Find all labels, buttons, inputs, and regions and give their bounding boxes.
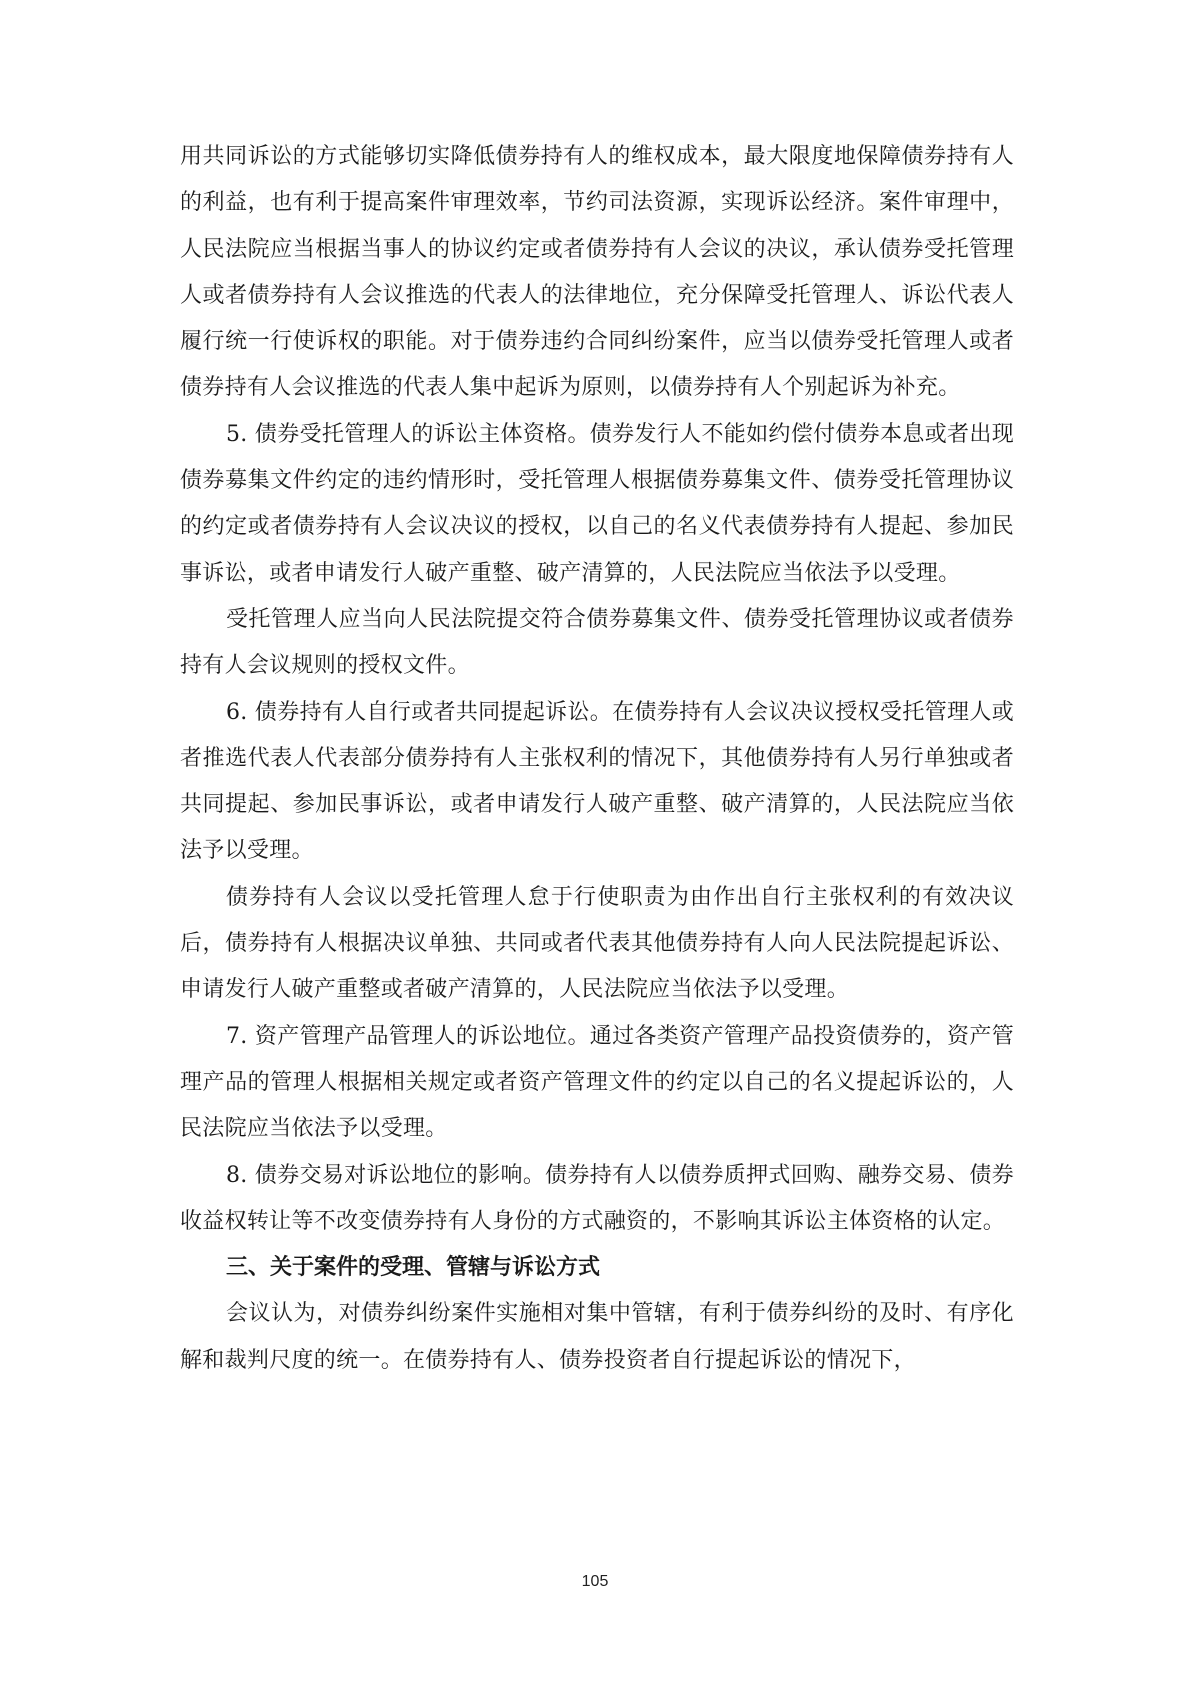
section-heading: 三、关于案件的受理、管辖与诉讼方式 <box>226 1255 601 1281</box>
paragraph-item-6-supplement: 债券持有人会议以受托管理人怠于行使职责为由作出自行主张权利的有效决议后，债券持有人根据决议单独、共同或者代表其他债券持有人向人民法院提起诉讼、申请发行人破产重整或者破产清算的，人民法院应当依法予以受理。 <box>180 884 1014 1003</box>
paragraph-item-5: 5. 债券受托管理人的诉讼主体资格。债券发行人不能如约偿付债券本息或者出现债券募集文件约定的违约情形时，受托管理人根据债券募集文件、债券受托管理协议的约定或者债券持有人会议决议的授权，以自己的名义代表债券持有人提起、参加民事诉讼，或者申请发行人破产重整、破产清算的，人民法院应当依法予以受理。 <box>180 421 1014 586</box>
paragraph-item-5-supplement: 受托管理人应当向人民法院提交符合债券募集文件、债券受托管理协议或者债券持有人会议规则的授权文件。 <box>180 606 1014 679</box>
page-number: 105 <box>581 1573 609 1590</box>
body-text <box>180 134 1014 1384</box>
paragraph-continuation: 用共同诉讼的方式能够切实降低债券持有人的维权成本，最大限度地保障债券持有人的利益，也有利于提高案件审理效率，节约司法资源，实现诉讼经济。案件审理中，人民法院应当根据当事人的协议约定或者债券持有人会议的决议，承认债券受托管理人或者债券持有人会议推选的代表人的法律地位，充分保障受托管理人、诉讼代表人履行统一行使诉权的职能。对于债券违约合同纠纷案件，应当以债券受托管理人或者债券持有人会议推选的代表人集中起诉为原则，以债券持有人个别起诉为补充。 <box>180 144 1014 401</box>
paragraph-item-7: 7. 资产管理产品管理人的诉讼地位。通过各类资产管理产品投资债券的，资产管理产品的管理人根据相关规定或者资产管理文件的约定以自己的名义提起诉讼的，人民法院应当依法予以受理。 <box>180 1023 1014 1142</box>
paragraph-item-8: 8. 债券交易对诉讼地位的影响。债券持有人以债券质押式回购、融券交易、债券收益权转让等不改变债券持有人身份的方式融资的，不影响其诉讼主体资格的认定。 <box>180 1162 1014 1234</box>
paragraph-item-6: 6. 债券持有人自行或者共同提起诉讼。在债券持有人会议决议授权受托管理人或者推选代表人代表部分债券持有人主张权利的情况下，其他债券持有人另行单独或者共同提起、参加民事诉讼，或者申请发行人破产重整、破产清算的，人民法院应当依法予以受理。 <box>180 699 1014 864</box>
paragraph-section-3-intro: 会议认为，对债券纠纷案件实施相对集中管辖，有利于债券纠纷的及时、有序化解和裁判尺度的统一。在债券持有人、债券投资者自行提起诉讼的情况下， <box>180 1301 1014 1373</box>
